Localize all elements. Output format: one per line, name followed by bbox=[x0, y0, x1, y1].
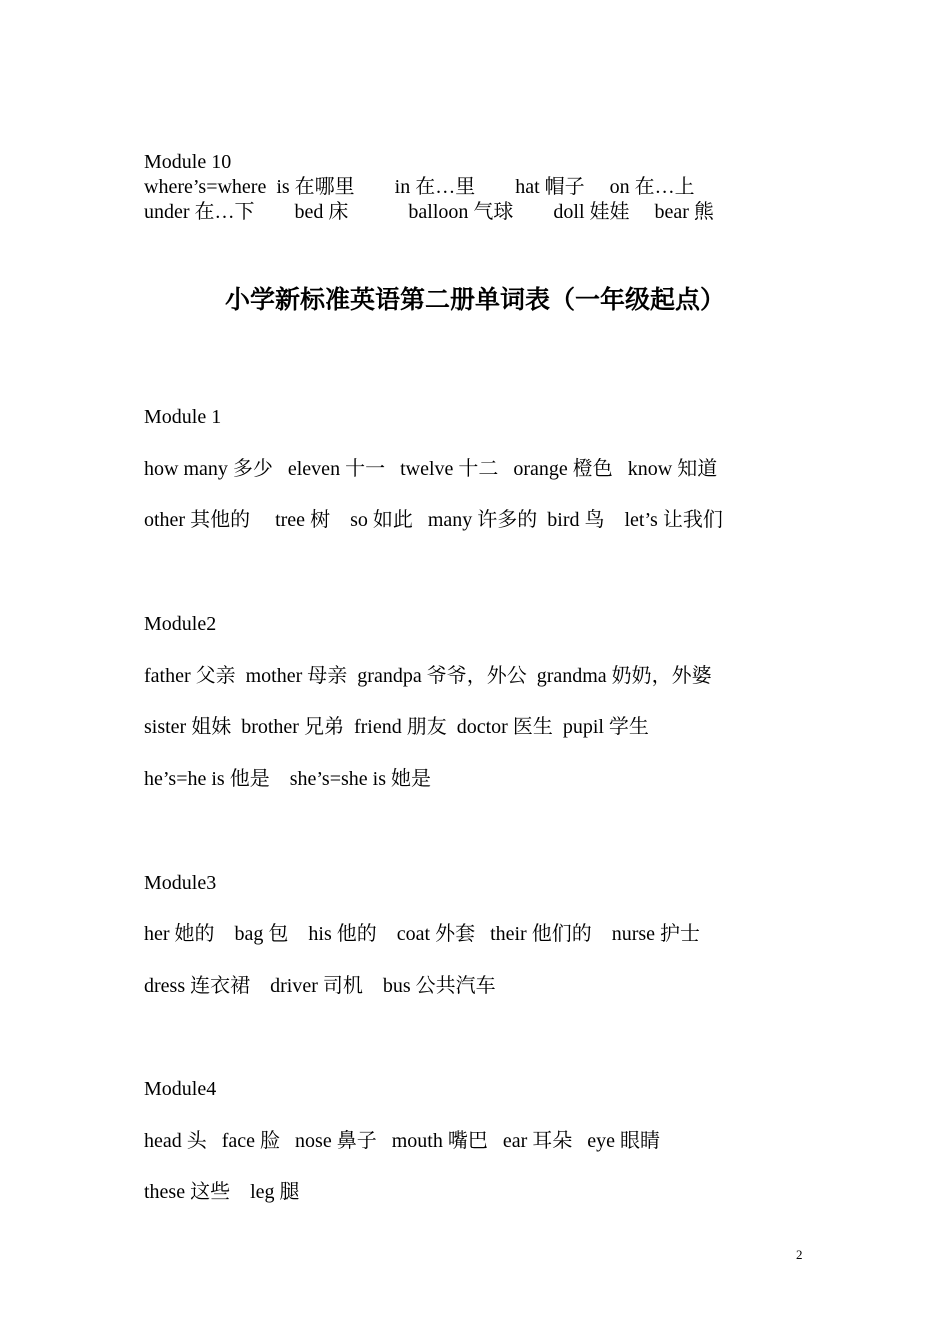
module-1-heading: Module 1 bbox=[144, 406, 222, 428]
module-4-vocab-line-1: head 头 face 脸 nose 鼻子 mouth 嘴巴 ear 耳朵 eye 眼睛 bbox=[144, 1130, 660, 1152]
page-title: 小学新标准英语第二册单词表（一年级起点） bbox=[224, 285, 725, 314]
module-10-vocab-line-2: under 在…下 bed 床 balloon 气球 doll 娃娃 bear 熊 bbox=[144, 201, 714, 223]
module-4-heading: Module4 bbox=[144, 1078, 217, 1100]
module-2-vocab-line-1: father 父亲 mother 母亲 grandpa 爷爷，外公 grandma 奶奶，外婆 bbox=[144, 665, 712, 687]
module-3-vocab-line-1: her 她的 bag 包 his 他的 coat 外套 their 他们的 nurse 护士 bbox=[144, 923, 701, 945]
module-10-vocab-line-1: where’s=where is 在哪里 in 在…里 hat 帽子 on 在…上 bbox=[144, 176, 695, 198]
module-2-vocab-line-3: he’s=he is 他是 she’s=she is 她是 bbox=[144, 768, 431, 790]
module-3-heading: Module3 bbox=[144, 872, 217, 894]
page-number: 2 bbox=[796, 1247, 803, 1262]
module-2-vocab-line-2: sister 姐妹 brother 兄弟 friend 朋友 doctor 医生 pupil 学生 bbox=[144, 716, 649, 738]
module-2-heading: Module2 bbox=[144, 613, 217, 635]
module-4-vocab-line-2: these 这些 leg 腿 bbox=[144, 1181, 300, 1203]
module-10-heading: Module 10 bbox=[144, 151, 232, 173]
module-3-vocab-line-2: dress 连衣裙 driver 司机 bus 公共汽车 bbox=[144, 975, 496, 997]
module-1-vocab-line-1: how many 多少 eleven 十一 twelve 十二 orange 橙色 know 知道 bbox=[144, 458, 718, 480]
module-1-vocab-line-2: other 其他的 tree 树 so 如此 many 许多的 bird 鸟 let’s 让我们 bbox=[144, 509, 723, 531]
